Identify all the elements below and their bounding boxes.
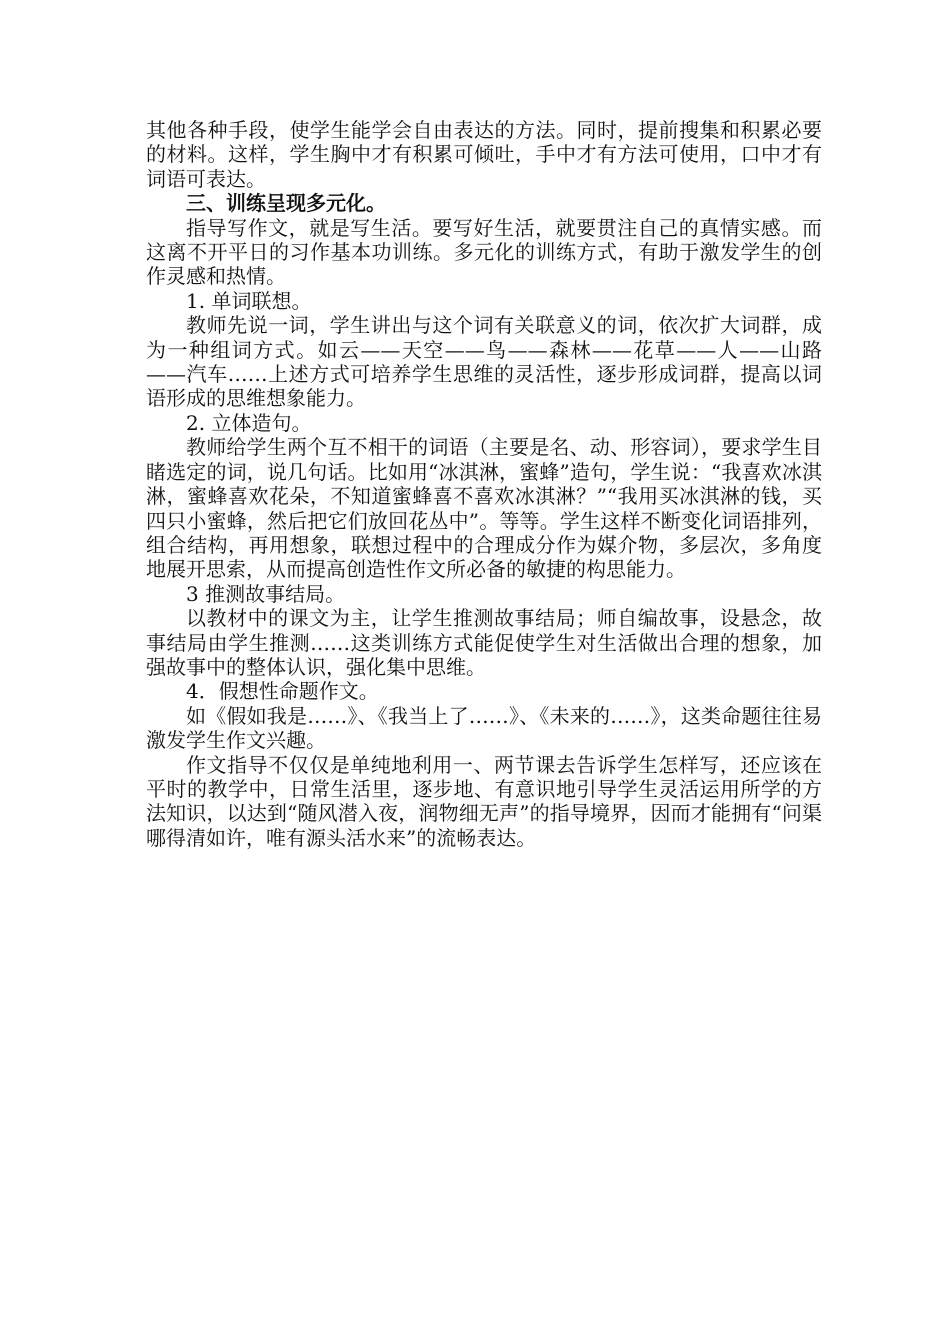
paragraph-word-association: 教师先说一词，学生讲出与这个词有关联意义的词，依次扩大词群，成为一种组词方式。如云——天空——鸟——森林——花草——人——山路——汽车……上述方式可培养学生思维的灵活性，逐步形成词群，提高以词语形成的思维想象能力。 (146, 313, 822, 411)
subheading-hypothetical-topic: 4．假想性命题作文。 (186, 679, 379, 704)
subheading-sentence-building: 2. 立体造句。 (186, 410, 312, 435)
paragraph-intro: 指导写作文，就是写生活。要写好生活，就要贯注自己的真情实感。而这离不开平日的习作基本功训练。多元化的训练方式，有助于激发学生的创作灵感和热情。 (146, 215, 822, 289)
paragraph-story-ending: 以教材中的课文为主，让学生推测故事结局；师自编故事，设悬念，故事结局由学生推测……这类训练方式能促使学生对生活做出合理的想象，加强故事中的整体认识，强化集中思维。 (146, 606, 822, 679)
document-body (146, 118, 822, 850)
paragraph-conclusion: 作文指导不仅仅是单纯地利用一、两节课去告诉学生怎样写，还应该在平时的教学中，日常生活里，逐步地、有意识地引导学生灵活运用所学的方法知识，以达到“随风潜入夜，润物细无声”的指导境界，因而才能拥有“问渠哪得清如许，唯有源头活水来”的流畅表达。 (146, 752, 822, 850)
section-heading-3: 三、训练呈现多元化。 (186, 191, 386, 216)
subheading-word-association: 1. 单词联想。 (186, 288, 312, 313)
paragraph-continuation: 其他各种手段，使学生能学会自由表达的方法。同时，提前搜集和积累必要的材料。这样，学生胸中才有积累可倾吐，手中才有方法可使用，口中才有词语可表达。 (146, 118, 822, 191)
paragraph-sentence-building: 教师给学生两个互不相干的词语（主要是名、动、形容词），要求学生目睹选定的词，说几句话。比如用“冰淇淋，蜜蜂”造句，学生说：“我喜欢冰淇淋，蜜蜂喜欢花朵，不知道蜜蜂喜不喜欢冰淇淋？”“我用买冰淇淋的钱，买四只小蜜蜂，然后把它们放回花丛中”。等等。学生这样不断变化词语排列，组合结构，再用想象，联想过程中的合理成分作为媒介物，多层次，多角度地展开思索，从而提高创造性作文所必备的敏捷的构思能力。 (146, 435, 822, 582)
subheading-story-ending: 3 推测故事结局。 (186, 581, 346, 606)
paragraph-hypothetical-topic: 如《假如我是……》、《我当上了……》、《未来的……》，这类命题往往易激发学生作文兴趣。 (146, 703, 822, 753)
